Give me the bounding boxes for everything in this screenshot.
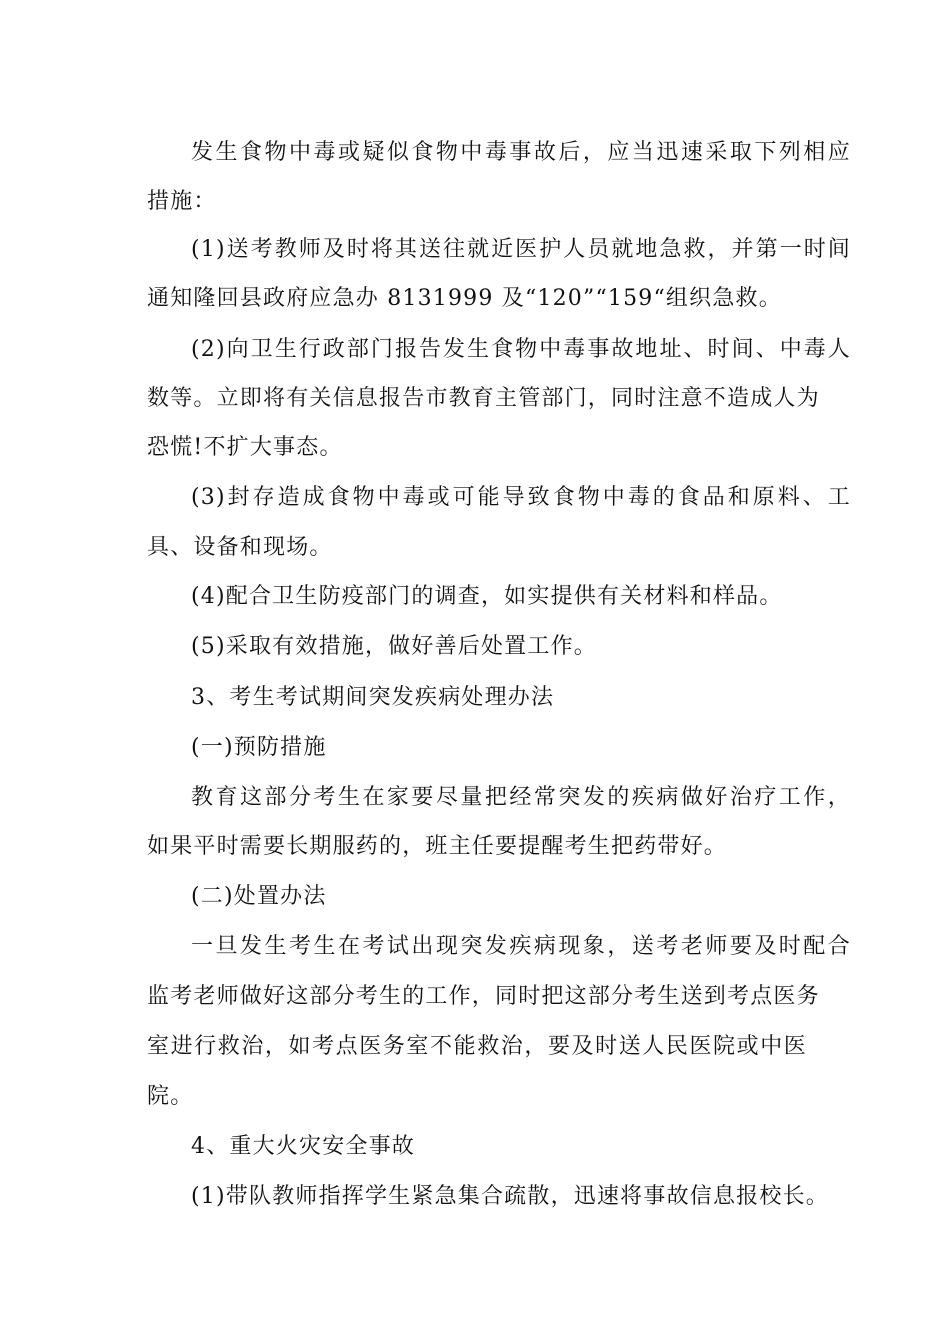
section-4-heading: 4、重大火灾安全事故 xyxy=(191,1134,415,1159)
paragraph-intro-line-1: 发生食物中毒或疑似食物中毒事故后，应当迅速采取下列相应 xyxy=(191,140,851,165)
fire-measure-1-line: (1)带队教师指挥学生紧急集合疏散，迅速将事故信息报校长。 xyxy=(191,1184,829,1209)
measure-1-line-1: (1)送考教师及时将其送往就近医护人员就地急救，并第一时间 xyxy=(191,237,851,262)
measure-3-line-1: (3)封存造成食物中毒或可能导致食物中毒的食品和原料、工 xyxy=(191,485,851,510)
prevention-line-2: 如果平时需要长期服药的，班主任要提醒考生把药带好。 xyxy=(147,834,728,859)
prevention-line-1: 教育这部分考生在家要尽量把经常突发的疾病做好治疗工作， xyxy=(191,785,851,810)
paragraph-intro-line-2: 措施： xyxy=(147,189,217,214)
measure-2-line-3: 恐慌!不扩大事态。 xyxy=(147,435,343,460)
handling-line-2: 监考老师做好这部分考生的工作，同时把这部分考生送到考点医务 xyxy=(147,984,820,1009)
measure-2-line-2: 数等。立即将有关信息报告市教育主管部门，同时注意不造成人为 xyxy=(147,386,820,411)
measure-5-line: (5)采取有效措施，做好善后处置工作。 xyxy=(191,634,597,659)
subsection-handling-heading: (二)处置办法 xyxy=(191,884,327,909)
measure-1-line-2: 通知隆回县政府应急办 8131999 及“120”“159“组织急救。 xyxy=(147,286,782,311)
measure-2-line-1: (2)向卫生行政部门报告发生食物中毒事故地址、时间、中毒人 xyxy=(191,337,851,362)
handling-line-4: 院。 xyxy=(147,1084,194,1109)
handling-line-3: 室进行救治，如考点医务室不能救治，要及时送人民医院或中医 xyxy=(147,1034,807,1059)
measure-3-line-2: 具、设备和现场。 xyxy=(147,535,333,560)
handling-line-1: 一旦发生考生在考试出现突发疾病现象，送考老师要及时配合 xyxy=(191,934,851,959)
subsection-prevention-heading: (一)预防措施 xyxy=(191,735,327,760)
section-3-heading: 3、考生考试期间突发疾病处理办法 xyxy=(191,685,555,710)
measure-4-line: (4)配合卫生防疫部门的调查，如实提供有关材料和样品。 xyxy=(191,584,783,609)
